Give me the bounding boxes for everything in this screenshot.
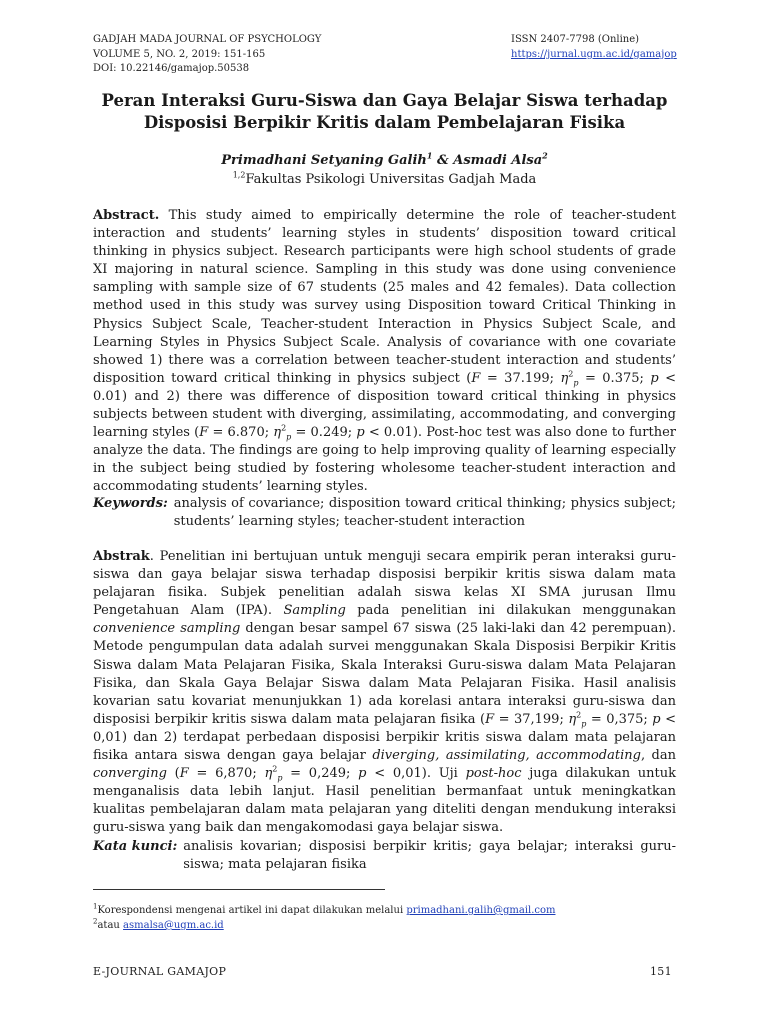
author-2-sup: 2 [542, 150, 548, 161]
abstract-en-text: < 0.01). Post-hoc test was also done to further analyze the data. The findings are going to help improving quality of learning especially in the subject being studied by fostering wholesome teacher-student interaction and accommodating students’ learning styles. [93, 425, 677, 495]
keywords-en-text: analysis of covariance; disposition toward critical thinking; physics subject; students’ learning styles; teacher-student interaction [173, 496, 676, 530]
email-link-primadhani[interactable]: primadhani.galih@gmail.com [406, 905, 556, 916]
stat-eta: η [560, 370, 569, 386]
stat-eta: η [568, 711, 577, 727]
abstract-id-text: . Penelitian ini bertujuan untuk menguji secara empirik peran interaksi guru-siswa dan gaya belajar siswa terhadap disposisi berpikir kritis siswa dalam mata pelajaran fisika. Subjek penelitian adalah siswa kelas XI SMA jurusan Ilmu Pengetahuan Alam (IPA). [93, 549, 676, 619]
stat-f: F [471, 370, 481, 386]
author-1-sup: 1 [426, 150, 433, 161]
title-line-1: Peran Interaksi Guru-Siswa dan Gaya Belajar Siswa terhadap [101, 91, 668, 110]
stat-p: p [356, 425, 365, 441]
term-converging: converging [93, 766, 167, 782]
footnote-1-sup: 1 [93, 902, 98, 911]
abstract-en-text: = 6.870; [208, 425, 274, 441]
abstract-id-text: = 0,249; [282, 766, 359, 782]
abstract-en [93, 207, 676, 497]
author-2: Asmadi Alsa [453, 153, 543, 168]
journal-header [93, 33, 321, 77]
stat-eta-sub: p [573, 378, 579, 388]
stat-eta-sup: 2 [272, 764, 278, 774]
abstract-id-label: Abstrak [93, 549, 150, 564]
stat-eta-sub: p [277, 773, 283, 783]
author-names [93, 151, 676, 170]
footnote-2-text: atau [97, 920, 124, 931]
footnote-2-sup: 2 [93, 917, 98, 926]
keywords-en [93, 495, 676, 531]
keywords-id-text: analisis kovarian; disposisi berpikir kritis; gaya belajar; interaksi guru-siswa; mata pelajaran fisika [183, 839, 676, 873]
footer-journal: E-JOURNAL GAMAJOP [93, 965, 227, 978]
stat-f: F [199, 425, 209, 441]
stat-eta: η [264, 766, 273, 782]
abstract-id-text: < 0,01) dan 2) terdapat perbedaan disposisi berpikir kritis siswa dalam mata pelajaran fisika antara siswa dengan gaya belajar [93, 711, 677, 764]
title-line-2: Disposisi Berpikir Kritis dalam Pembelajaran Fisika [143, 113, 626, 132]
abstract-id-text: dengan besar sampel 67 siswa (25 laki-laki dan 42 perempuan). Metode pengumpulan data adalah survei menggunakan Skala Disposisi Berpikir Kritis Siswa dalam Mata Pelajaran Fisika, Skala Interaksi Guru-siswa dalam Mata Pelajaran Fisika, dan Skala Gaya Belajar Siswa dalam Mata Pelajaran Fisika. Hasil analisis kovarian satu kovariat menunjukkan 1) ada korelasi antara interaksi guru-siswa dan disposisi berpikir kritis siswa dalam mata pelajaran fisika ( [93, 621, 676, 727]
abstract-en-text: = 37.199; [480, 370, 561, 386]
issn-block [511, 33, 677, 62]
abstract-id-text: = 0,375; [586, 711, 653, 727]
author-1: Primadhani Setyaning Galih [221, 153, 427, 168]
stat-eta: η [273, 425, 282, 441]
abstract-id-text: pada penelitian ini dilakukan menggunakan [345, 603, 676, 619]
stat-p: p [358, 766, 367, 782]
abstract-id-text: juga dilakukan untuk menganalisis data lebih lanjut. Hasil penelitian bermanfaat untuk meningkatkan kualitas pembelajaran dalam mata pelajaran yang diteliti dengan mendukung interaksi guru-siswa yang baik dan mengakomodasi gaya belajar siswa. [93, 766, 677, 836]
author-joiner: & [432, 153, 454, 168]
stat-f: F [179, 766, 189, 782]
stat-p: p [650, 370, 659, 386]
stat-f: F [485, 711, 495, 727]
stat-eta-sub: p [286, 432, 292, 442]
affiliation-sup: 1,2 [232, 170, 246, 180]
abstract-id-text: < 0,01). Uji [366, 766, 466, 782]
keywords-id-label: Kata kunci: [93, 839, 178, 854]
abstract-id-text: = 37,199; [494, 711, 569, 727]
term-convenience-sampling: convenience sampling [93, 621, 241, 637]
affiliation-text: Fakultas Psikologi Universitas Gadjah Mada [245, 172, 537, 187]
stat-eta-sup: 2 [281, 423, 287, 433]
email-link-asmalsa[interactable]: asmalsa@ugm.ac.id [123, 920, 224, 931]
keywords-en-label: Keywords: [93, 496, 168, 511]
stat-p: p [652, 711, 661, 727]
affiliation [93, 170, 676, 189]
footnote-divider [93, 889, 385, 890]
author-block [93, 151, 676, 189]
abstract-id [93, 548, 676, 838]
paper-title [93, 90, 676, 134]
journal-url-link[interactable]: https://jurnal.ugm.ac.id/gamajop [511, 48, 677, 60]
footnote-1-text: Korespondensi mengenai artikel ini dapat dilakukan melalui [97, 905, 407, 916]
term-learning-styles: diverging, assimilating, accommodating [372, 748, 641, 764]
page-number: 151 [650, 965, 672, 978]
stat-eta-sup: 2 [576, 710, 582, 720]
stat-eta-sup: 2 [568, 369, 574, 379]
term-post-hoc: post-hoc [465, 766, 522, 782]
issn: ISSN 2407-7798 (Online) [511, 34, 640, 45]
footnote-2 [93, 919, 224, 932]
keywords-id [93, 838, 676, 874]
abstract-en-label: Abstract. [93, 208, 160, 223]
journal-name: GADJAH MADA JOURNAL OF PSYCHOLOGY [93, 34, 322, 45]
stat-eta-sub: p [581, 719, 587, 729]
abstract-id-text: ( [166, 766, 180, 782]
abstract-id-text: , dan [640, 748, 676, 764]
abstract-en-text: = 0.375; [578, 370, 651, 386]
abstract-id-text: = 6,870; [188, 766, 265, 782]
abstract-en-text: This study aimed to empirically determine the role of teacher-student interaction and students’ learning styles in students’ disposition toward critical thinking in physics subject. Research participants were high school students of grade XI majoring in natural science. Sampling in this study was done using convenience sampling with sample size of 67 students (25 males and 42 females). Data collection method used in this study was survey using Disposition toward Critical Thinking in Physics Subject Scale, Teacher-student Interaction in Physics Subject Scale, and Learning Styles in Physics Subject Scale. Analysis of covariance with one covariate showed 1) there was a correlation between teacher-student interaction and students’ disposition toward critical thinking in physics subject ( [93, 208, 676, 386]
abstract-en-text: = 0.249; [291, 425, 357, 441]
footnote-1 [93, 904, 556, 917]
abstract-en-text: < 0.01) and 2) there was difference of disposition toward critical thinking in physics subjects between student with diverging, assimilating, accommodating, and converging learning styles ( [93, 370, 677, 441]
doi: DOI: 10.22146/gamajop.50538 [93, 63, 250, 74]
term-sampling: Sampling [283, 603, 346, 619]
volume-info: VOLUME 5, NO. 2, 2019: 151-165 [93, 48, 266, 60]
